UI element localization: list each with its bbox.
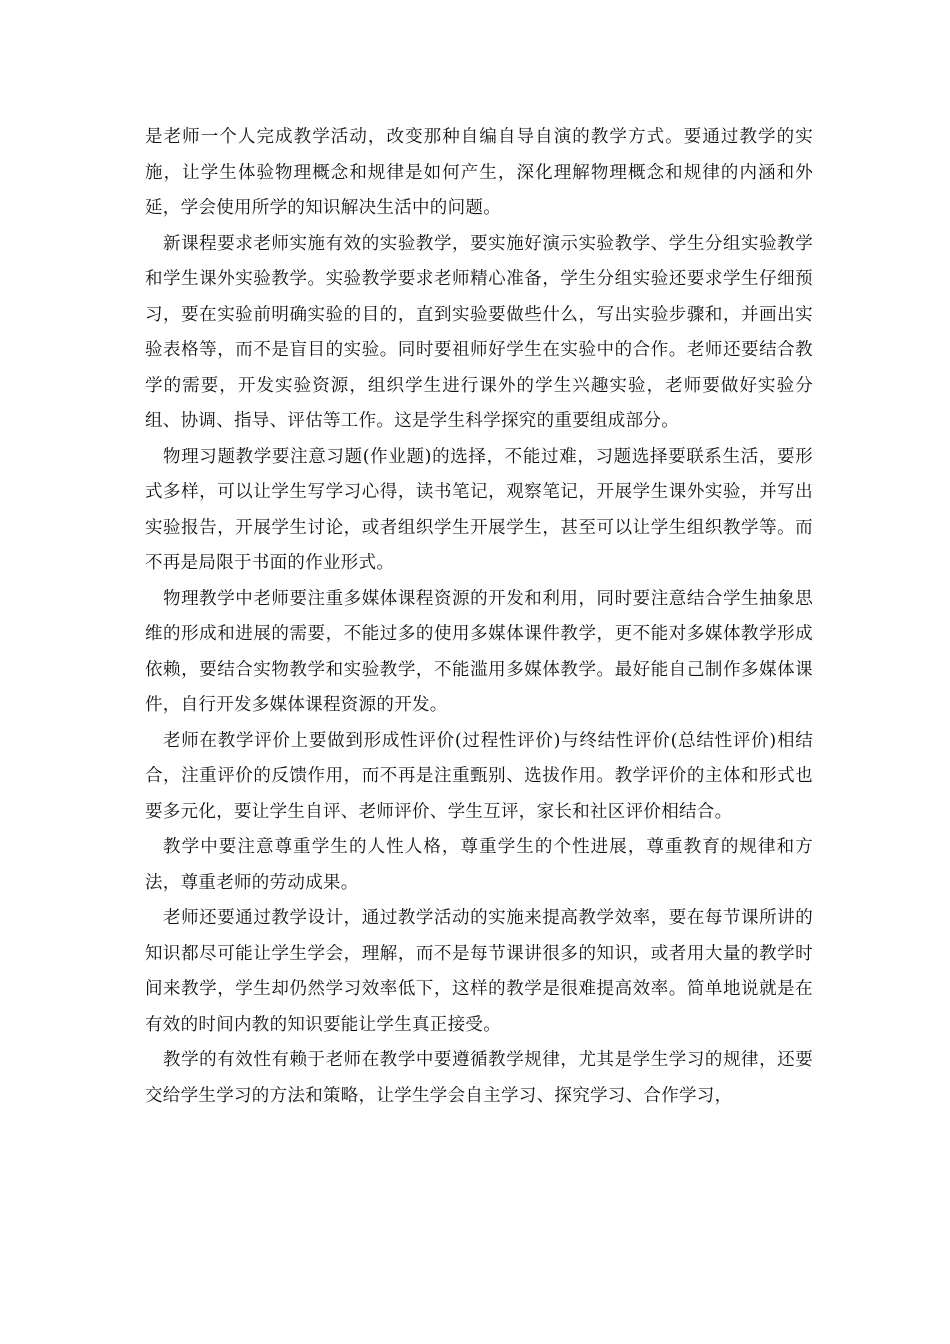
paragraph-teaching-efficiency: 老师还要通过教学设计，通过教学活动的实施来提高教学效率，要在每节课所讲的知识都尽可能让学生学会，理解，而不是每节课讲很多的知识，或者用大量的教学时间来教学，学生却仍然学习效率低下，这样的教学是很难提高效率。简单地说就是在有效的时间内教的知识要能让学生真正接受。 [145, 908, 813, 1035]
paragraph-respect-students: 教学中要注意尊重学生的人性人格，尊重学生的个性进展，尊重教育的规律和方法，尊重老师的劳动成果。 [145, 837, 813, 893]
paragraph-exercise-teaching: 物理习题教学要注意习题(作业题)的选择，不能过难，习题选择要联系生活，要形式多样，可以让学生写学习心得，读书笔记，观察笔记，开展学生课外实验，并写出实验报告，开展学生讨论，或者组织学生开展学生，甚至可以让学生组织教学等。而不再是局限于书面的作业形式。 [145, 446, 813, 573]
paragraph-continuation: 是老师一个人完成教学活动，改变那种自编自导自演的教学方式。要通过教学的实施，让学生体验物理概念和规律是如何产生，深化理解物理概念和规律的内涵和外延，学会使用所学的知识解决生活中的问题。 [145, 127, 813, 218]
paragraph-experiment-teaching: 新课程要求老师实施有效的实验教学，要实施好演示实验教学、学生分组实验教学和学生课外实验教学。实验教学要求老师精心准备，学生分组实验还要求学生仔细预习，要在实验前明确实验的目的，直到实验要做些什么，写出实验步骤和，并画出实验表格等，而不是盲目的实验。同时要祖师好学生在实验中的合作。老师还要结合教学的需要，开发实验资源，组织学生进行课外的学生兴趣实验，老师要做好实验分组、协调、指导、评估等工作。这是学生科学探究的重要组成部分。 [145, 233, 813, 431]
paragraph-multimedia-teaching: 物理教学中老师要注重多媒体课程资源的开发和利用，同时要注意结合学生抽象思维的形成和进展的需要，不能过多的使用多媒体课件教学，更不能对多媒体教学形成依赖，要结合实物教学和实验教学，不能滥用多媒体教学。最好能自己制作多媒体课件，自行开发多媒体课程资源的开发。 [145, 588, 813, 715]
paragraph-teaching-evaluation: 老师在教学评价上要做到形成性评价(过程性评价)与终结性评价(总结性评价)相结合，注重评价的反馈作用，而不再是注重甄别、选拔作用。教学评价的主体和形式也要多元化，要让学生自评、老师评价、学生互评，家长和社区评价相结合。 [145, 730, 813, 822]
document-body [145, 120, 813, 1114]
paragraph-teaching-effectiveness: 教学的有效性有赖于老师在教学中要遵循教学规律，尤其是学生学习的规律，还要交给学生学习的方法和策略，让学生学会自主学习、探究学习、合作学习， [145, 1050, 813, 1106]
